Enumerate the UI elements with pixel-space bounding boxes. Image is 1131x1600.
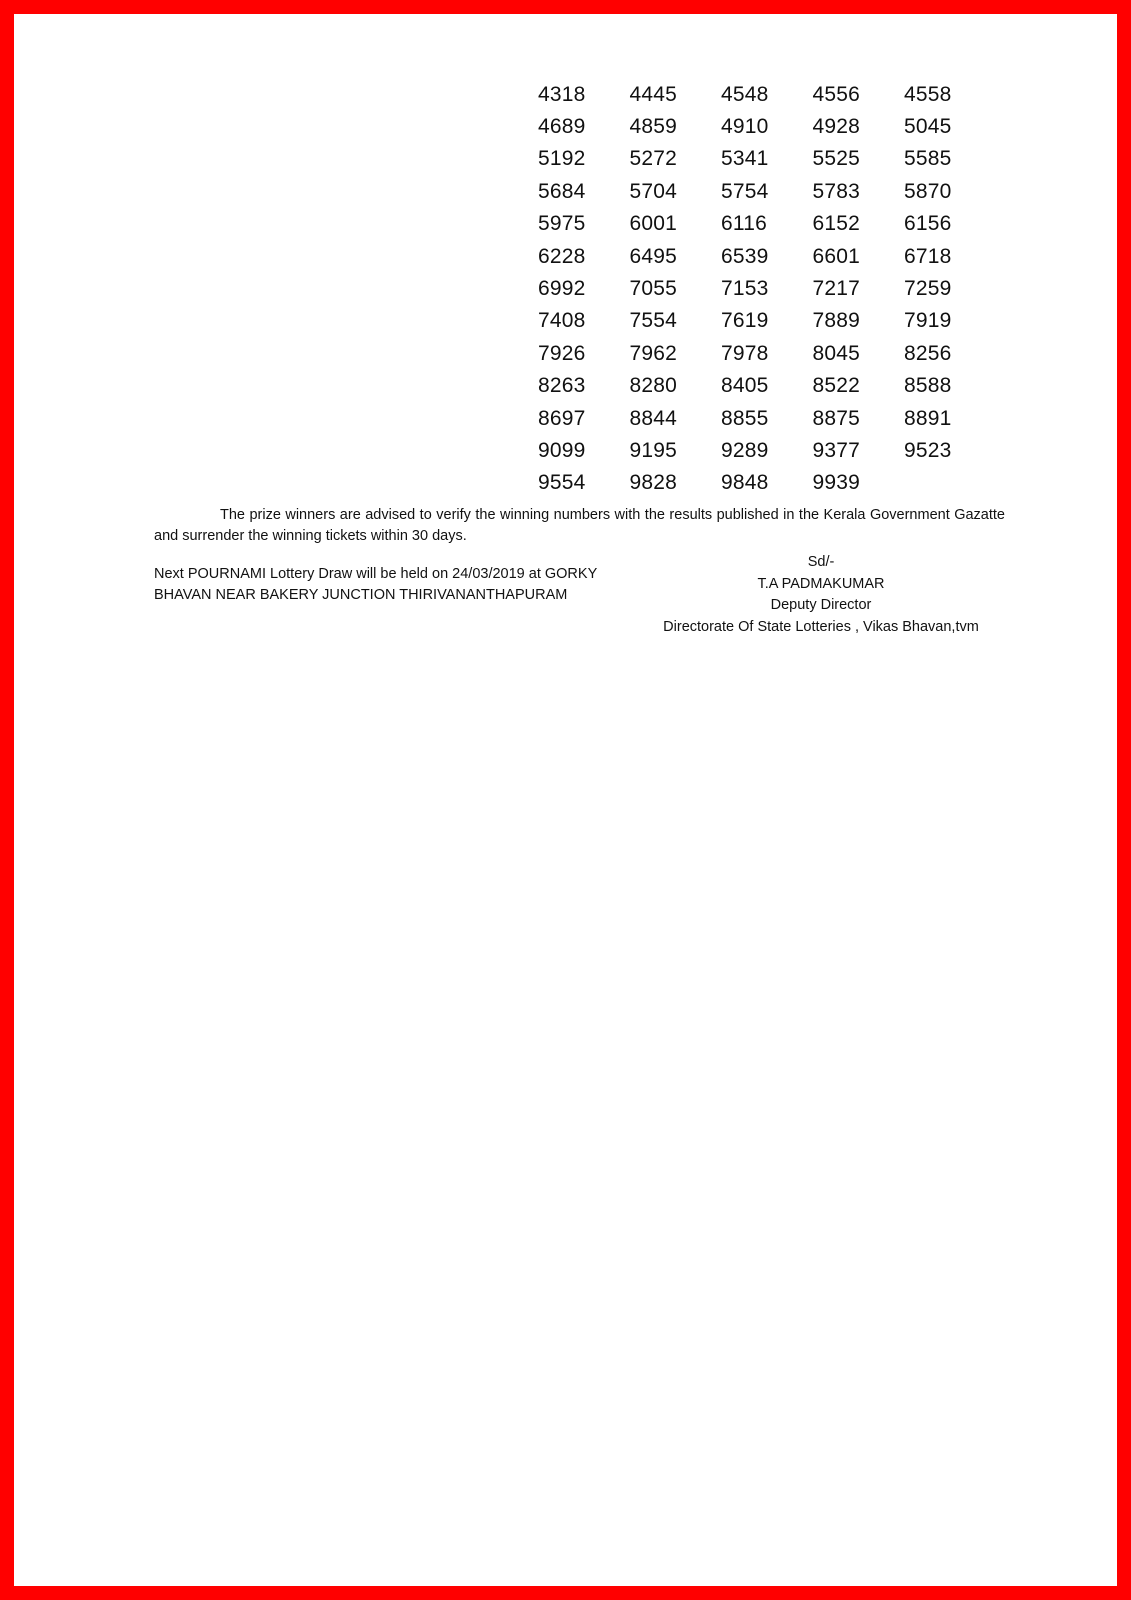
- winning-number: 8256: [904, 341, 952, 365]
- winning-number: 6539: [721, 244, 769, 268]
- winning-number: 6001: [629, 212, 678, 236]
- number-row: [538, 175, 998, 207]
- number-row: [538, 78, 998, 110]
- winning-number: 9939: [812, 471, 861, 495]
- number-row: [538, 143, 998, 175]
- winning-number: 5272: [629, 147, 678, 171]
- winning-number: 8875: [812, 406, 861, 430]
- verification-notice: The prize winners are advised to verify the winning numbers with the results published in the Kerala Government Gazatte and surrender the winning tickets within 30 days.: [154, 507, 1005, 544]
- winning-numbers-grid: [538, 78, 998, 499]
- winning-number: 7408: [538, 309, 586, 333]
- winning-number: 5192: [538, 147, 586, 171]
- signature-sd: Sd/-: [807, 554, 835, 570]
- winning-number: 6495: [629, 244, 678, 268]
- winning-number: 8855: [721, 406, 769, 430]
- winning-number: 6992: [538, 277, 586, 301]
- winning-number: 7217: [812, 277, 861, 301]
- number-row: [538, 337, 998, 369]
- winning-number: 9554: [538, 471, 586, 495]
- winning-number: 5684: [538, 179, 586, 203]
- winning-number: 8522: [812, 374, 861, 398]
- signatory-name: T.A PADMAKUMAR: [757, 575, 885, 592]
- winning-number: 4689: [538, 115, 586, 139]
- next-draw-line-1: Next POURNAMI Lottery Draw will be held on 24/03/2019 at GORKY: [154, 566, 598, 582]
- number-row: [538, 434, 998, 466]
- winning-number: 8280: [629, 374, 678, 398]
- winning-number: 9099: [538, 438, 586, 462]
- winning-number: 5870: [904, 179, 952, 203]
- signatory-designation: Deputy Director: [770, 597, 872, 613]
- winning-number: 8844: [629, 406, 678, 430]
- number-row: [538, 402, 998, 434]
- winning-number: 9523: [904, 438, 952, 462]
- winning-number: 5045: [904, 115, 952, 139]
- signatory-office: Directorate Of State Lotteries , Vikas Bhavan,tvm: [663, 618, 979, 635]
- winning-number: 4318: [538, 82, 586, 106]
- winning-number: 4548: [721, 82, 769, 106]
- number-row: [538, 370, 998, 402]
- number-row: [538, 467, 998, 499]
- winning-number: 7055: [629, 277, 678, 301]
- winning-number: 5783: [812, 179, 861, 203]
- number-row: [538, 272, 998, 304]
- winning-number: 5754: [721, 179, 769, 203]
- signature-block: [634, 552, 1008, 638]
- winning-number: 4558: [904, 82, 952, 106]
- winning-number: 4910: [721, 115, 769, 139]
- winning-number: 6718: [904, 244, 952, 268]
- number-row: [538, 305, 998, 337]
- winning-number: 7554: [629, 309, 678, 333]
- winning-number: 4859: [629, 115, 678, 139]
- winning-number: 4556: [812, 82, 861, 106]
- winning-number: 6116: [721, 212, 767, 236]
- winning-number: 5975: [538, 212, 586, 236]
- winning-number: 9289: [721, 438, 769, 462]
- winning-number: 4445: [629, 82, 678, 106]
- winning-number: 6601: [812, 244, 861, 268]
- winning-number: 5585: [904, 147, 952, 171]
- winning-number: 7978: [721, 341, 769, 365]
- winning-number: 8405: [721, 374, 769, 398]
- next-draw-info: [154, 564, 634, 606]
- winning-number: 7919: [904, 309, 952, 333]
- number-row: [538, 110, 998, 142]
- winning-number: 9848: [721, 471, 769, 495]
- number-row: [538, 208, 998, 240]
- winning-number: 6228: [538, 244, 586, 268]
- number-row: [538, 240, 998, 272]
- winning-number: 4928: [812, 115, 861, 139]
- winning-number: 8045: [812, 341, 861, 365]
- winning-number: 7962: [629, 341, 678, 365]
- winning-number: 9377: [812, 438, 861, 462]
- winning-number: 7153: [721, 277, 769, 301]
- winning-number: 9195: [629, 438, 678, 462]
- winning-number: 6152: [812, 212, 861, 236]
- winning-number: 8263: [538, 374, 586, 398]
- winning-number: 6156: [904, 212, 952, 236]
- winning-number: 7259: [904, 277, 952, 301]
- winning-number: 5525: [812, 147, 861, 171]
- winning-number: 5704: [629, 179, 678, 203]
- next-draw-line-2: BHAVAN NEAR BAKERY JUNCTION THIRIVANANTHAPURAM: [154, 587, 568, 603]
- winning-number: 9828: [629, 471, 678, 495]
- winning-number: 7889: [812, 309, 861, 333]
- winning-number: 8588: [904, 374, 952, 398]
- winning-number: 7926: [538, 341, 586, 365]
- winning-number: 7619: [721, 309, 769, 333]
- winning-number: 8891: [904, 406, 952, 430]
- winning-number: 8697: [538, 406, 586, 430]
- winning-number: 5341: [721, 147, 769, 171]
